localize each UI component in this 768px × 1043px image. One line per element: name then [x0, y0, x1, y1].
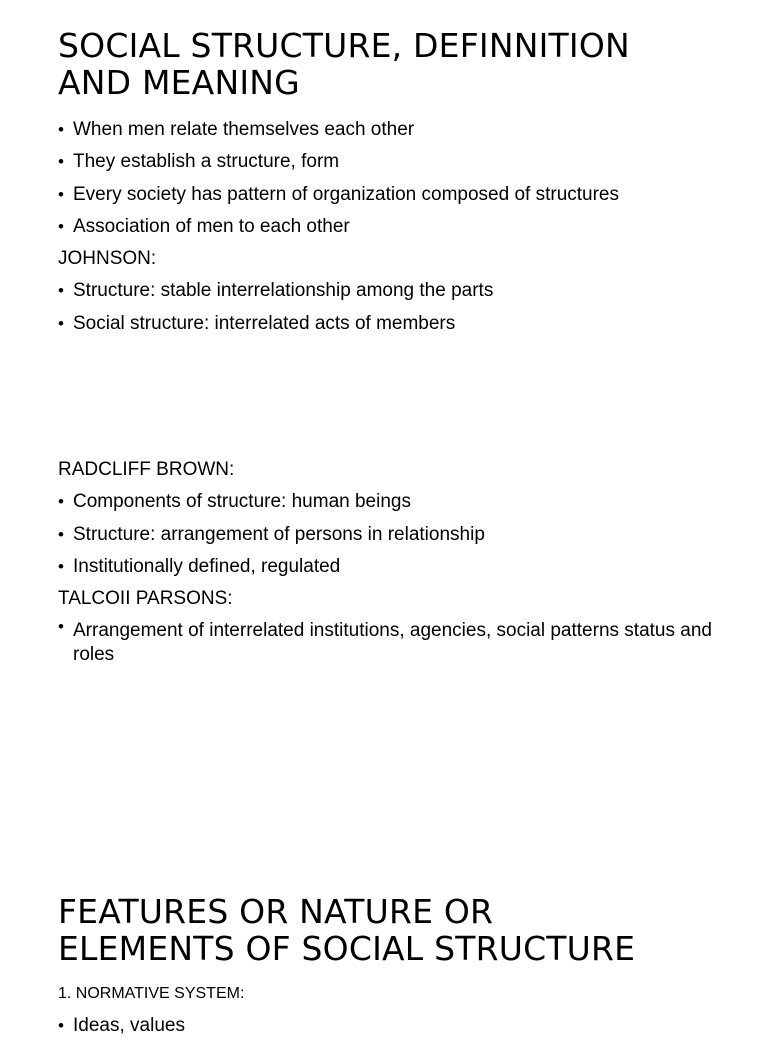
slide-body-features — [58, 978, 718, 1043]
slide-body-definitions-continued — [58, 454, 718, 671]
title-line: AND MEANING — [58, 63, 300, 102]
bullet-item: • Every society has pattern of organization composed of structures — [58, 179, 718, 211]
heading-talcott-parsons: TALCOII PARSONS: — [58, 588, 233, 610]
bullet-item: • Association of men to each other — [58, 211, 718, 243]
bullet-item: • They establish a structure, form — [58, 146, 718, 178]
bullet-item: • Social structure: interrelated acts of members — [58, 308, 718, 340]
slide-title-social-structure — [58, 27, 630, 101]
slide-body-definition — [58, 114, 718, 340]
title-line: ELEMENTS OF SOCIAL STRUCTURE — [58, 929, 636, 968]
bullet-item: • Arrangement of interrelated institutions, agencies, social patterns status and roles — [58, 615, 718, 671]
bullet-item: • Ideas, values — [58, 1010, 718, 1042]
heading-johnson: JOHNSON: — [58, 248, 157, 270]
bullet-item: • When men relate themselves each other — [58, 114, 718, 146]
bullet-item: • Institutionally defined, regulated — [58, 551, 718, 583]
title-line: FEATURES OR NATURE OR — [58, 892, 494, 931]
title-line: SOCIAL STRUCTURE, DEFINNITION — [58, 26, 630, 65]
bullet-item: • Structure: stable interrelationship among the parts — [58, 275, 718, 307]
bullet-item: • Components of structure: human beings — [58, 486, 718, 518]
slide-title-features — [58, 893, 635, 967]
bullet-item: • Structure: arrangement of persons in relationship — [58, 519, 718, 551]
heading-radcliff-brown: RADCLIFF BROWN: — [58, 459, 235, 480]
subheading-normative-system: 1. NORMATIVE SYSTEM: — [58, 985, 245, 1002]
